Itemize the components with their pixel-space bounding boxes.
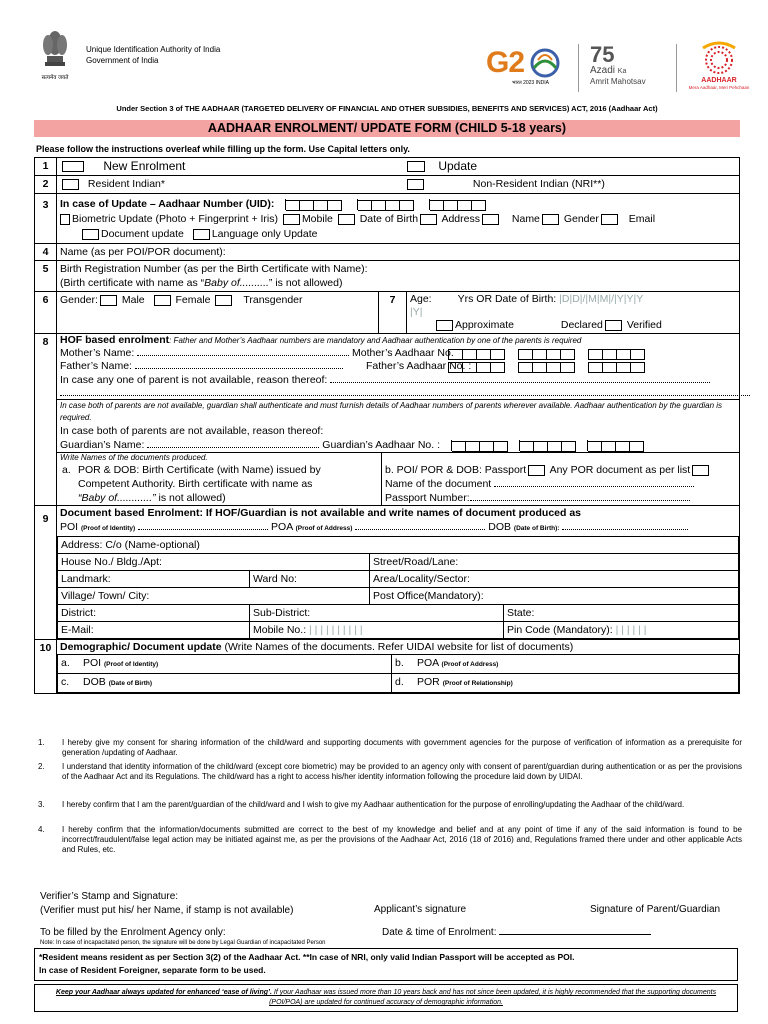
enrolment-datetime-label: Date & time of Enrolment: xyxy=(382,927,497,938)
agency-label: To be filled by the Enrolment Agency only: xyxy=(40,927,226,938)
update-por-field[interactable] xyxy=(392,674,739,693)
row-number: 6 xyxy=(35,292,57,334)
mobile-update-checkbox[interactable] xyxy=(338,214,355,225)
gender-label: Gender: xyxy=(60,294,98,306)
poi-sub: (Proof of Identity) xyxy=(81,525,136,532)
hof-label: HOF based enrolment xyxy=(60,334,170,346)
uid-boxes-group-1[interactable] xyxy=(285,199,342,210)
parent-reason-input[interactable] xyxy=(330,382,710,383)
org-line-1: Unique Identification Authority of India xyxy=(86,45,221,54)
female-label: Female xyxy=(175,294,211,306)
row-10 xyxy=(35,640,740,694)
declared-checkbox[interactable] xyxy=(605,320,622,331)
ward-field[interactable] xyxy=(250,571,370,588)
item-c: c. xyxy=(61,676,70,688)
row-number: 8 xyxy=(35,334,57,506)
passport-number-label: Passport Number: xyxy=(385,492,470,504)
emblem-caption: सत्यमेव जयते xyxy=(41,75,69,81)
update-poi-field[interactable] xyxy=(58,655,392,674)
mother-uid-group-2[interactable] xyxy=(518,349,575,360)
document-update-checkbox[interactable] xyxy=(82,229,99,240)
mother-name-input[interactable] xyxy=(137,355,349,356)
street-field[interactable] xyxy=(370,554,739,571)
row-8 xyxy=(35,334,740,506)
poi-input[interactable] xyxy=(138,529,268,530)
state-field[interactable] xyxy=(504,605,739,622)
dob-checkbox[interactable] xyxy=(420,214,437,225)
update-dob-label: DOB xyxy=(83,676,106,688)
post-office-label: Post Office(Mandatory): xyxy=(373,590,484,602)
parent-signature[interactable]: Signature of Parent/Guardian xyxy=(590,904,721,915)
language-update-checkbox[interactable] xyxy=(193,229,210,240)
update-dob-sub: (Date of Birth) xyxy=(108,680,153,687)
docs-produced-note: Write Names of the documents produced. xyxy=(60,453,208,462)
demographic-update-label: Demographic/ Document update xyxy=(60,641,222,653)
house-label: House No./ Bldg./Apt: xyxy=(61,556,162,568)
area-label: Area/Locality/Sector: xyxy=(373,573,470,585)
father-name-label: Father’s Name: xyxy=(60,360,132,372)
mobile-label: Mobile No.: xyxy=(253,624,307,636)
act-line: Under Section 3 of THE AADHAAR (TARGETED DELIVERY OF FINANCIAL AND OTHER SUBSIDIES, BENEFITS AND SERVICES) ACT, 2016 (Aadhaar Act) xyxy=(116,104,658,113)
birth-registration-label: Birth Registration Number (as per the Birth Certificate with Name): xyxy=(60,263,368,275)
email-label: E-Mail: xyxy=(61,624,94,636)
guardian-uid-group-1[interactable] xyxy=(451,440,508,451)
father-name-input[interactable] xyxy=(135,368,343,369)
verifier-label: Verifier’s Stamp and Signature: xyxy=(40,891,179,902)
mother-aadhaar-label: Mother’s Aadhaar No. xyxy=(352,347,454,359)
dob-mask-2: |Y| xyxy=(410,306,423,318)
row-5 xyxy=(35,261,740,292)
row-1 xyxy=(35,158,740,176)
azadi-ka: Ka xyxy=(617,68,627,75)
document-name-label: Name of the document xyxy=(385,478,492,490)
birth-note-a: (Birth certificate with name as “ xyxy=(60,277,205,289)
g20-logo-icon xyxy=(486,46,570,92)
subdistrict-field[interactable] xyxy=(250,605,504,622)
gender-label: Gender xyxy=(563,213,599,225)
guardian-note: In case both of parents are not available, guardian shall authenticate and must furnish details of Aadhaar numbers of parents wherever available. Aadhaar authentication by the guardian is required. xyxy=(60,401,723,422)
district-label: District: xyxy=(61,607,96,619)
village-label: Village/ Town/ City: xyxy=(61,590,150,602)
guardian-name-label: Guardian’s Name: xyxy=(60,439,145,451)
item-d: d. xyxy=(395,676,404,688)
row-number: 7 xyxy=(379,292,407,334)
co-label: Address: C/o (Name-optional) xyxy=(61,539,200,551)
footnote-box xyxy=(34,948,738,981)
row-number: 2 xyxy=(35,176,57,194)
demographic-update-note: (Write Names of the documents. Refer UIDAI website for list of documents) xyxy=(221,641,574,653)
azadi-line-1: Azadi xyxy=(590,65,616,76)
update-por-sub: (Proof of Relationship) xyxy=(442,680,513,687)
form-title: AADHAAR ENROLMENT/ UPDATE FORM (CHILD 5-18 years) xyxy=(34,120,740,137)
azadi-line-2: Amrit Mahotsav xyxy=(590,77,646,86)
document-name-input[interactable] xyxy=(494,486,694,487)
new-enrolment-label: New Enrolment xyxy=(103,159,186,173)
org-name xyxy=(86,44,220,66)
aadhaar-brand: AADHAAR xyxy=(701,77,737,84)
update-poi-sub: (Proof of Identity) xyxy=(104,661,159,668)
header-divider-2 xyxy=(676,44,677,92)
approximate-label: Approximate xyxy=(455,319,514,331)
post-office-field[interactable] xyxy=(370,588,739,605)
language-update-label: Language only Update xyxy=(211,228,318,240)
aadhaar-logo-icon xyxy=(680,40,758,94)
father-uid-group-3[interactable] xyxy=(588,362,645,373)
update-dob-field[interactable] xyxy=(58,674,392,693)
birth-note-c: ” is not allowed) xyxy=(268,277,343,289)
guardian-name-input[interactable] xyxy=(147,447,319,448)
birth-registration-field[interactable] xyxy=(57,261,740,292)
update-poa-label: POA xyxy=(417,657,439,669)
poa-sub: (Proof of Address) xyxy=(295,525,353,532)
pin-label: Pin Code (Mandatory): xyxy=(507,624,613,636)
any-por-label: Any POR document as per list xyxy=(549,464,691,476)
name-checkbox[interactable] xyxy=(542,214,559,225)
email-field[interactable] xyxy=(58,622,250,639)
landmark-label: Landmark: xyxy=(61,573,111,585)
co-field[interactable] xyxy=(58,537,739,554)
resident-indian-checkbox[interactable] xyxy=(62,179,79,190)
update-label: Update xyxy=(438,159,478,173)
update-uid-label: In case of Update – Aadhaar Number (UID): xyxy=(60,198,275,210)
address-checkbox[interactable] xyxy=(482,214,499,225)
declared-label: Declared xyxy=(560,319,603,331)
option-a-text-3b: is not allowed) xyxy=(155,492,226,504)
female-checkbox[interactable] xyxy=(154,295,171,306)
row-number: 5 xyxy=(35,261,57,292)
nri-label: Non-Resident Indian (NRI**) xyxy=(472,178,605,190)
state-label: State: xyxy=(507,607,535,619)
father-aadhaar-label: Father’s Aadhaar No. : xyxy=(366,360,472,372)
pin-mask: | | | | | | xyxy=(615,624,647,636)
dob-label: Yrs OR Date of Birth: xyxy=(457,293,557,305)
passport-checkbox[interactable] xyxy=(528,465,545,476)
mobile-label: Mobile xyxy=(301,213,333,225)
row-number: 9 xyxy=(35,506,57,640)
update-poa-sub: (Proof of Address) xyxy=(441,661,499,668)
row-number: 1 xyxy=(35,158,57,176)
enrolment-form-table xyxy=(34,157,740,694)
row-3 xyxy=(35,194,740,244)
item-b: b. xyxy=(395,657,404,669)
email-label: Email xyxy=(628,213,656,225)
azadi-ka-amrit-mahotsav-logo-icon: 75 Azadi Ka Amrit Mahotsav xyxy=(590,44,670,92)
document-update-label: Document update xyxy=(101,228,184,240)
mother-name-label: Mother’s Name: xyxy=(60,347,135,359)
enrolment-datetime[interactable] xyxy=(382,927,651,938)
resident-indian-label: Resident Indian* xyxy=(87,178,165,190)
row-number: 10 xyxy=(35,640,57,694)
new-enrolment-checkbox[interactable] xyxy=(62,161,84,172)
poa-label: POA xyxy=(271,521,293,533)
any-por-checkbox[interactable] xyxy=(692,465,709,476)
footnote-line-2: In case of Resident Foreigner, separate form to be used. xyxy=(39,965,266,975)
update-reminder-bold: Keep your Aadhaar always updated for enhanced ‘ease of living’. xyxy=(55,989,272,996)
declaration-2: 2. I understand that identity information of the child/ward (except core biometric) may be provided to an agency only with consent of parent/guardian during authentication or as per the provisions of the Aadhaar Act and its Regulations. The child/ward has a right to access his/her identity information following the procedure laid down by UIDAI. xyxy=(38,762,742,781)
uid-boxes-group-3[interactable] xyxy=(429,199,486,210)
transgender-label: Transgender xyxy=(243,294,303,306)
name-field-label: Name (as per POI/POR document): xyxy=(60,246,226,258)
dob-doc-label: DOB xyxy=(488,521,511,533)
approximate-checkbox[interactable] xyxy=(436,320,453,331)
landmark-field[interactable] xyxy=(58,571,250,588)
header-divider xyxy=(578,44,579,92)
dob-doc-input[interactable] xyxy=(562,529,688,530)
applicant-signature[interactable]: Applicant’s signature xyxy=(374,904,467,915)
street-label: Street/Road/Lane: xyxy=(373,556,459,568)
address-table xyxy=(57,536,739,639)
instruction-line: Please follow the instructions overleaf while filling up the form. Use Capital letters only. xyxy=(36,144,410,154)
g20-text: G2 xyxy=(486,46,525,79)
dob-label: Date of Birth xyxy=(359,213,419,225)
national-emblem-icon xyxy=(38,26,72,81)
row-6 xyxy=(35,292,740,334)
parent-reason-label: In case any one of parent is not available, reason thereof: xyxy=(60,374,328,386)
guardian-uid-group-3[interactable] xyxy=(587,440,644,451)
subdistrict-label: Sub-District: xyxy=(253,607,311,619)
verifier-note: (Verifier must put his/ her Name, if stamp is not available) xyxy=(40,905,294,916)
biometric-update-label: Biometric Update (Photo + Fingerprint + Iris) xyxy=(72,213,279,225)
aadhaar-tagline: Mera Aadhaar, Meri Pehchaan xyxy=(688,85,750,90)
option-b-label: b. POI/ POR & DOB: Passport xyxy=(385,464,527,476)
poi-label: POI xyxy=(60,521,79,533)
father-uid-group-1[interactable] xyxy=(448,362,505,373)
verified-label: Verified xyxy=(626,319,662,331)
guardian-aadhaar-label: Guardian’s Aadhaar No. : xyxy=(322,439,440,451)
district-field[interactable] xyxy=(58,605,250,622)
row-2 xyxy=(35,176,740,194)
name-label: Name xyxy=(511,213,540,225)
guardian-uid-group-2[interactable] xyxy=(519,440,576,451)
footnote-line-1: *Resident means resident as per Section 3(2) of the Aadhaar Act. **In case of NRI, only valid Indian Passport will be accepted as POI. xyxy=(39,952,575,962)
mobile-checkbox[interactable] xyxy=(283,214,300,225)
dob-mask[interactable]: |D|D|/|M|M|/|Y|Y|Y xyxy=(559,293,644,305)
both-parents-na-label: In case both of parents are not available, reason thereof: xyxy=(60,425,324,437)
update-reminder-rest: If your Aadhaar was issued more than 10 years back and has not since been updated, it is highly recommended that the supporting documents (POI/POA) are updated for continued accuracy of demographic information. xyxy=(269,989,717,1006)
update-por-label: POR xyxy=(417,676,440,688)
male-checkbox[interactable] xyxy=(100,295,117,306)
father-uid-group-2[interactable] xyxy=(518,362,575,373)
declaration-4: 4. I hereby confirm that the information/documents submitted are correct to the best of my knowledge and belief and at any point of time if any of the said information is found to be incorrect/fraudulent/false legal action may be initiated against me, as per the provisions of the Aadhaar Act, 2016 (18 of 2016) and, Regulations framed there under and other applicable Acts and Rules, etc. xyxy=(38,825,742,854)
update-poi-label: POI xyxy=(83,657,102,669)
dob-sub: (Date of Birth): xyxy=(513,525,560,532)
mobile-mask: | | | | | | | | | | xyxy=(309,624,363,636)
birth-note-b: Baby of.......... xyxy=(204,277,269,289)
row-number: 4 xyxy=(35,244,57,261)
update-docs-table xyxy=(57,654,739,693)
declaration-3: 3. I hereby confirm that I am the parent/guardian of the child/ward and I wish to give my Aadhaar authentication for the purpose of enrolling/updating the Aadhaar of the child/ward. xyxy=(38,800,685,809)
org-line-2: Government of India xyxy=(86,56,159,65)
uid-boxes-group-2[interactable] xyxy=(357,199,414,210)
mother-uid-group-3[interactable] xyxy=(588,349,645,360)
option-a-label: a. xyxy=(62,464,71,476)
g20-caption: भारत 2023 INDIA xyxy=(512,80,549,86)
update-checkbox[interactable] xyxy=(407,161,425,172)
declaration-1: 1. I hereby give my consent for sharing information of the child/ward and supporting documents with government agencies for the purpose of verification of information as a prerequisite for generation /updating of Aadhaar. xyxy=(38,738,742,757)
poa-input[interactable] xyxy=(355,529,485,530)
nri-checkbox[interactable] xyxy=(407,179,424,190)
verifier-block[interactable] xyxy=(40,890,293,918)
transgender-checkbox[interactable] xyxy=(215,295,232,306)
update-reminder-box xyxy=(34,984,738,1012)
age-label: Age: xyxy=(410,293,432,305)
gender-checkbox[interactable] xyxy=(601,214,618,225)
biometric-update-checkbox[interactable] xyxy=(60,214,70,225)
option-a-text-2: Competent Authority. Birth certificate with name as xyxy=(78,478,313,490)
option-a-text-3a: “Baby of............” xyxy=(78,492,156,504)
hof-note: : Father and Mother’s Aadhaar numbers are mandatory and Aadhaar authentication by one of the parents is required xyxy=(169,336,582,345)
house-field[interactable] xyxy=(58,554,370,571)
pin-field[interactable] xyxy=(504,622,739,639)
row-number: 3 xyxy=(35,194,57,244)
update-poa-field[interactable] xyxy=(392,655,739,674)
passport-number-input[interactable] xyxy=(470,500,690,501)
area-field[interactable] xyxy=(370,571,739,588)
mother-uid-group-1[interactable] xyxy=(448,349,505,360)
parent-reason-input-2[interactable] xyxy=(60,395,750,396)
option-a-text-1: POR & DOB: Birth Certificate (with Name) issued by xyxy=(78,464,321,476)
address-label: Address xyxy=(441,213,480,225)
mobile-field[interactable] xyxy=(250,622,504,639)
row-4 xyxy=(35,244,740,261)
incapacitated-note: Note: In case of incapacitated person, the signature will be done by Legal Guardian of incapacitated Person xyxy=(40,940,326,946)
male-label: Male xyxy=(121,294,145,306)
ward-label: Ward No: xyxy=(253,573,297,585)
name-field[interactable] xyxy=(57,244,740,261)
village-field[interactable] xyxy=(58,588,370,605)
row-9 xyxy=(35,506,740,640)
item-a: a. xyxy=(61,657,70,669)
document-based-label: Document based Enrolment: If HOF/Guardian is not available and write names of document produced as xyxy=(60,507,582,519)
